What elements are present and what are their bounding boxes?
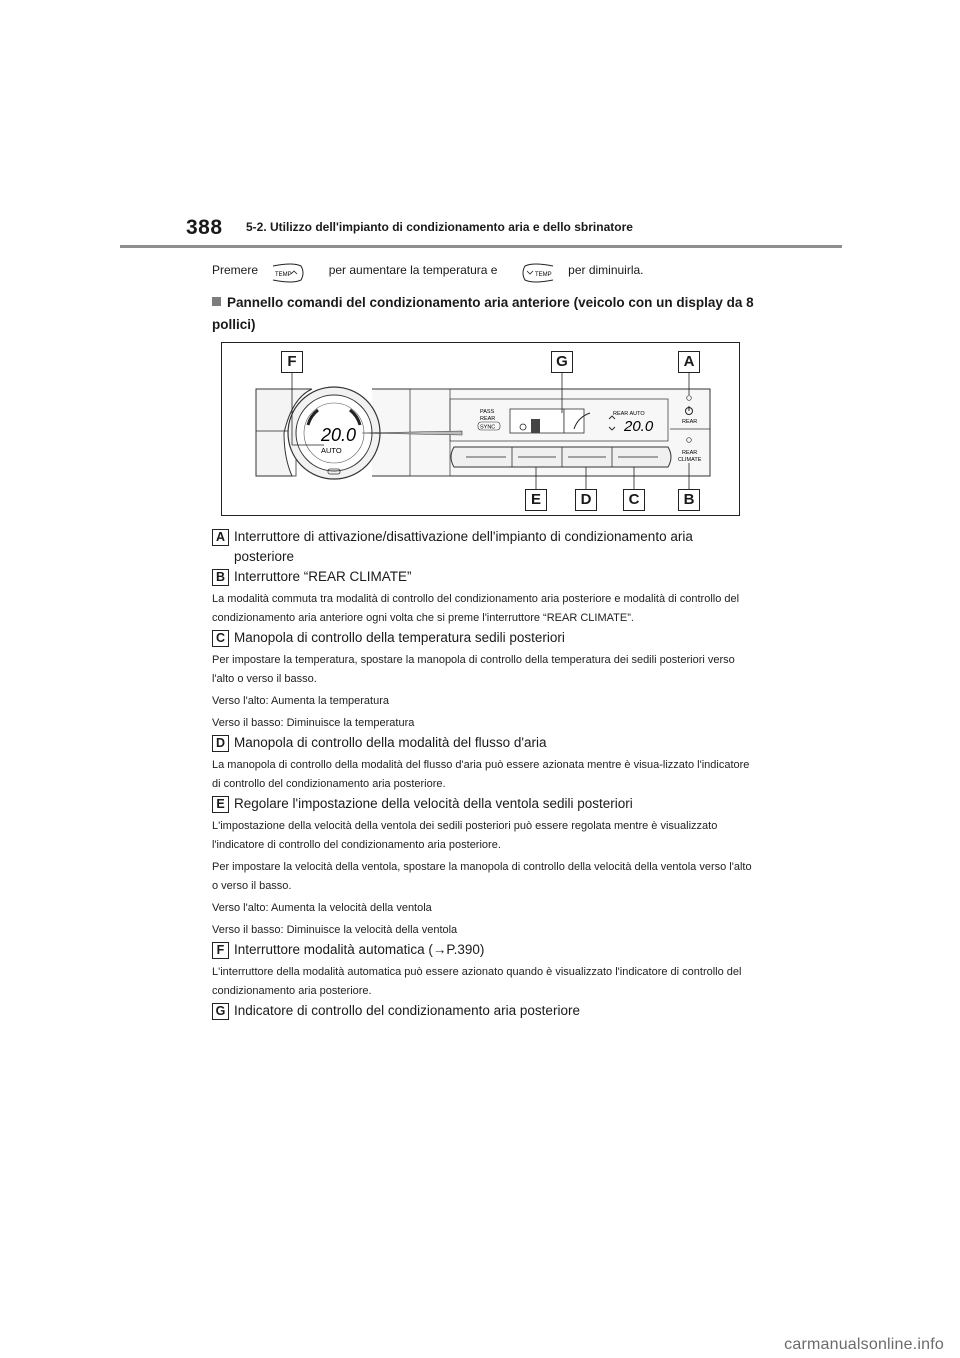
intro-text-before: Premere	[212, 263, 259, 278]
item-letter: D	[212, 735, 229, 752]
item-description: Per impostare la velocità della ventola, spostare la manopola di controllo della velocità della ventola verso l'alto o verso il basso.	[212, 861, 752, 892]
bullet-square-icon	[212, 297, 221, 306]
item-description: Verso l'alto: Aumenta la velocità della ventola	[212, 902, 432, 914]
control-panel-figure	[221, 342, 740, 516]
item-title: Manopola di controllo della temperatura sedili posteriori	[234, 630, 565, 645]
item-title: Manopola di controllo della modalità del flusso d'aria	[234, 735, 547, 750]
item-description: L'interruttore della modalità automatica può essere azionato quando è visualizzato l'indicatore di controllo del condizionamento aria posteriore.	[212, 966, 742, 997]
section-title: 5-2. Utilizzo dell'impianto di condizionamento aria e dello sbrinatore	[246, 220, 633, 234]
item-f	[212, 940, 752, 1001]
item-e	[212, 794, 752, 940]
intro-line	[212, 262, 644, 280]
callout-e: E	[525, 489, 547, 511]
item-letter: B	[212, 569, 229, 586]
item-letter: G	[212, 1003, 229, 1020]
rear-temp: 20.0	[624, 418, 654, 435]
rear-button-label: REAR	[682, 419, 698, 425]
section-heading	[212, 292, 772, 336]
callout-b: B	[678, 489, 700, 511]
pass-label: PASS	[480, 409, 495, 415]
item-g	[212, 1001, 752, 1021]
item-letter: E	[212, 796, 229, 813]
page-number: 388	[186, 216, 223, 239]
temp-up-label: TEMP	[275, 272, 293, 278]
item-list	[212, 527, 752, 1021]
item-title: Indicatore di controllo del condizionamento aria posteriore	[234, 1003, 580, 1018]
header-divider	[120, 245, 842, 248]
callout-a: A	[678, 351, 700, 373]
heading-text: Pannello comandi del condizionamento aria anteriore (veicolo con un display da 8 pollici)	[212, 295, 754, 332]
item-description: L'impostazione della velocità della ventola dei sedili posteriori può essere regolata mentre è visualizzato l'indicatore di controllo del condizionamento aria posteriore.	[212, 820, 718, 851]
knob-auto: AUTO	[321, 446, 342, 455]
item-a	[212, 527, 752, 567]
item-b	[212, 567, 752, 628]
item-description: Verso il basso: Diminuisce la temperatura	[212, 717, 415, 729]
knob-temp: 20.0	[321, 425, 357, 445]
fan-level-icon	[531, 419, 540, 433]
item-letter: F	[212, 942, 229, 959]
item-description: Per impostare la temperatura, spostare la manopola di controllo della temperatura dei sedili posteriori verso l'alto o verso il basso.	[212, 654, 735, 685]
item-c	[212, 628, 752, 733]
item-letter: C	[212, 630, 229, 647]
item-description: La manopola di controllo della modalità del flusso d'aria può essere azionata mentre è visua-lizzato l'indicatore di controllo del condizionamento aria posteriore.	[212, 759, 750, 790]
callout-c: C	[623, 489, 645, 511]
callout-g: G	[551, 351, 573, 373]
callout-f: F	[281, 351, 303, 373]
rear-climate-line2: CLIMATE	[678, 457, 702, 463]
item-title: Interruttore di attivazione/disattivazione dell'impianto di condizionamento aria posteriore	[234, 529, 693, 564]
rear-label: REAR	[480, 416, 496, 422]
item-letter: A	[212, 529, 229, 546]
sync-label: SYNC	[480, 424, 496, 431]
item-d	[212, 733, 752, 794]
watermark: carmanualsonline.info	[784, 1336, 944, 1353]
rear-auto-label: REAR AUTO	[613, 411, 645, 417]
callout-d: D	[575, 489, 597, 511]
intro-text-middle: per aumentare la temperatura e	[328, 263, 498, 278]
intro-text-after: per diminuirla.	[568, 263, 644, 278]
item-description: La modalità commuta tra modalità di controllo del condizionamento aria posteriore e modalità di controllo del condizionamento aria anteriore ogni volta che si preme l'interruttore “REAR CLIMATE”.	[212, 593, 740, 624]
item-title: Regolare l'impostazione della velocità della ventola sedili posteriori	[234, 796, 633, 811]
item-description: Verso l'alto: Aumenta la temperatura	[212, 695, 389, 707]
temp-down-button-icon	[511, 262, 555, 280]
rear-climate-line1: REAR	[682, 450, 698, 456]
temp-down-label: TEMP	[534, 272, 552, 278]
item-title: Interruttore “REAR CLIMATE”	[234, 569, 412, 584]
temp-up-button-icon	[271, 262, 315, 280]
item-description: Verso il basso: Diminuisce la velocità della ventola	[212, 924, 458, 936]
item-title: Interruttore modalità automatica (→P.390)	[234, 942, 485, 957]
